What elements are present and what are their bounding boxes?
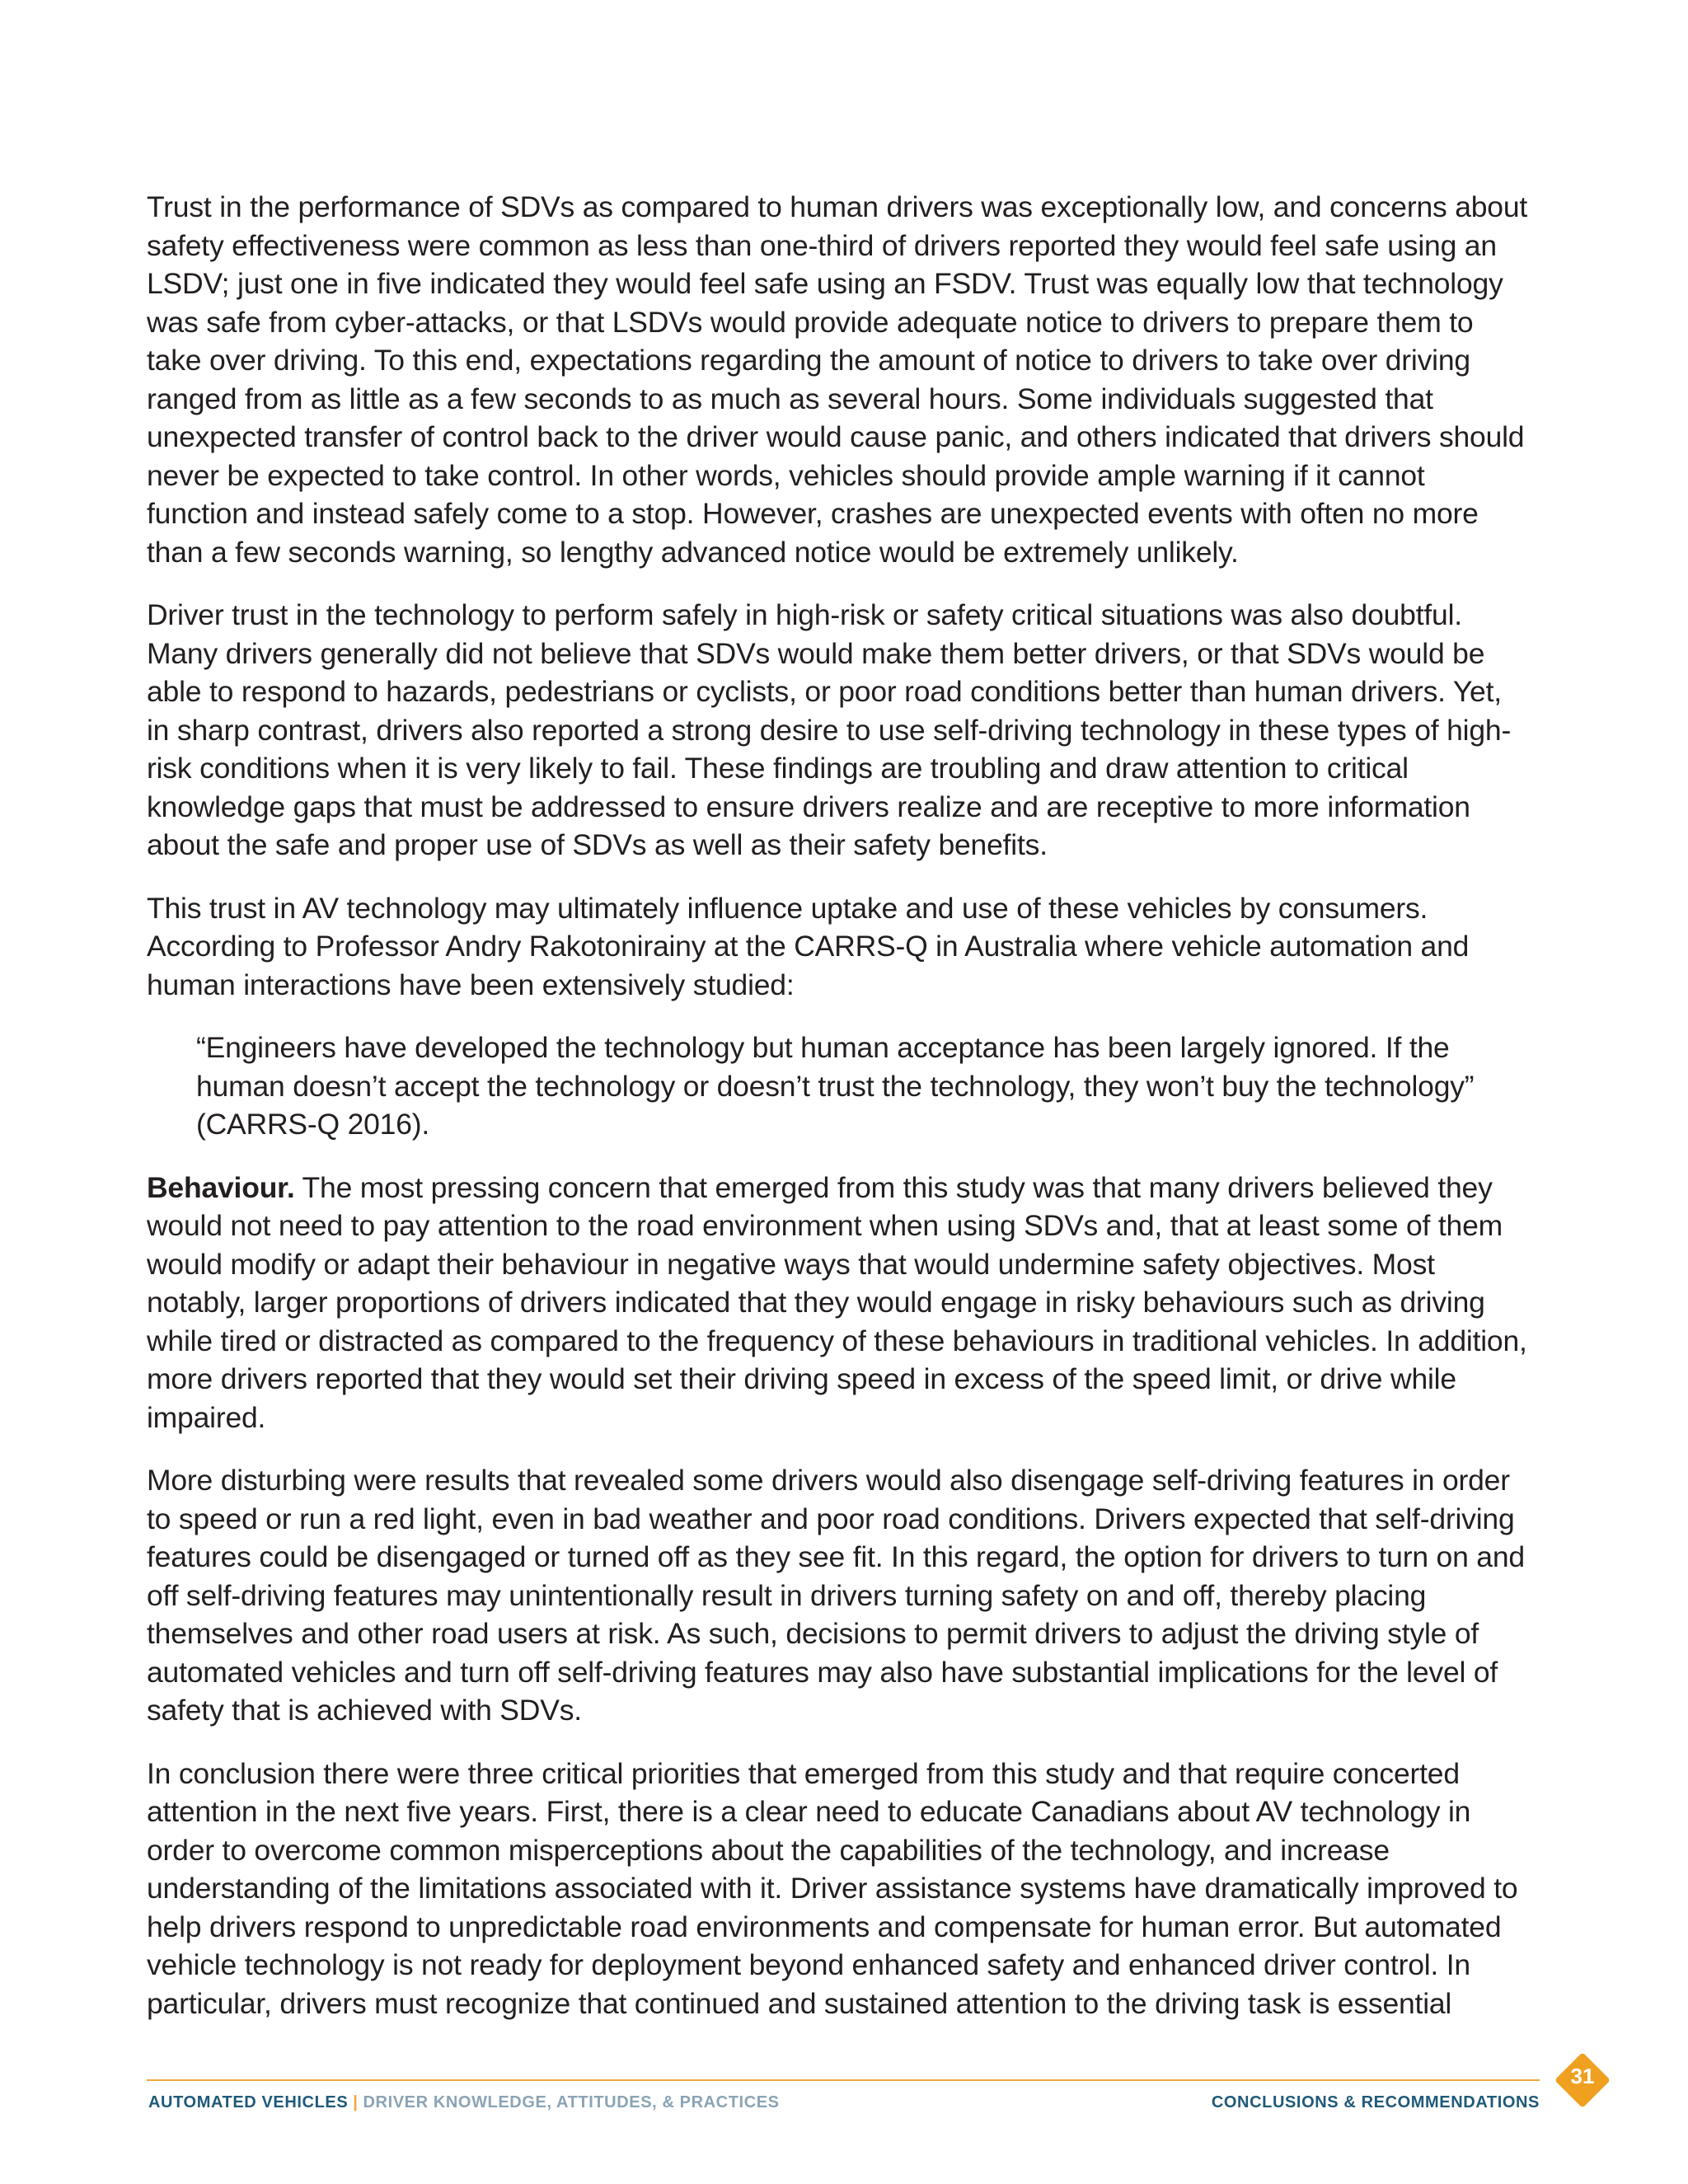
- footer-subtitle: DRIVER KNOWLEDGE, ATTITUDES, & PRACTICES: [363, 2093, 780, 2111]
- page-body: [147, 188, 1531, 2047]
- page-number: 31: [1570, 2064, 1595, 2088]
- footer-title: AUTOMATED VEHICLES: [148, 2093, 349, 2111]
- behaviour-text: The most pressing concern that emerged from this study was that many drivers believed they would not need to pay attention to the road environment when using SDVs and, that at least some of them would modify or adapt their behaviour in negative ways that would undermine safety objectives. Most notably, larger proportions of drivers indicated that they would engage in risky behaviours such as driving while tired or distracted as compared to the frequency of these behaviours in traditional vehicles. In addition, more drivers reported that they would set their driving speed in excess of the speed limit, or drive while impaired.: [147, 1170, 1527, 1434]
- footer-running-title: [148, 2093, 780, 2112]
- paragraph-disengage: More disturbing were results that revealed some drivers would also disengage self-driving features in order to speed or run a red light, even in bad weather and poor road conditions. Drivers expected that self-driving features could be disengaged or turned off as they see fit. In this regard, the option for drivers to turn on and off self-driving features may unintentionally result in drivers turning safety on and off, thereby placing themselves and other road users at risk. As such, decisions to permit drivers to adjust the driving style of automated vehicles and turn off self-driving features may also have substantial implications for the level of safety that is achieved with SDVs.: [147, 1464, 1525, 1727]
- paragraph-conclusion: In conclusion there were three critical priorities that emerged from this study and that require concerted attention in the next five years. First, there is a clear need to educate Canadians about AV technology in order to overcome common misperceptions about the capabilities of the technology, and increase understanding of the limitations associated with it. Driver assistance systems have dramatically improved to help drivers respond to unpredictable road environments and compensate for human error. But automated vehicle technology is not ready for deployment beyond enhanced safety and enhanced driver control. In particular, drivers must recognize that continued and sustained attention to the driving task is essential: [147, 1756, 1518, 2020]
- block-quote: “Engineers have developed the technology but human acceptance has been largely ignored. If the human doesn’t accept the technology or doesn’t trust the technology, they won’t buy the technology” (CARRS-Q 2016).: [196, 1031, 1475, 1141]
- paragraph-trust-uptake: This trust in AV technology may ultimately influence uptake and use of these vehicles by consumers. According to Professor Andry Rakotonirainy at the CARRS-Q in Australia where vehicle automation and human interactions have been extensively studied:: [147, 891, 1470, 1001]
- paragraph-trust-high-risk: Driver trust in the technology to perform safely in high-risk or safety critical situations was also doubtful. Many drivers generally did not believe that SDVs would make them better drivers, or that SDVs would be able to respond to hazards, pedestrians or cyclists, or poor road conditions better than human drivers. Yet, in sharp contrast, drivers also reported a strong desire to use self-driving technology in these types of high-risk conditions when it is very likely to fail. These findings are troubling and draw attention to critical knowledge gaps that must be addressed to ensure drivers realize and are receptive to more information about the safe and proper use of SDVs as well as their safety benefits.: [147, 598, 1512, 861]
- paragraph-behaviour: [147, 1169, 1531, 1437]
- footer-divider: [147, 2079, 1540, 2081]
- behaviour-heading: Behaviour.: [147, 1170, 295, 1204]
- paragraph-trust-performance: Trust in the performance of SDVs as compared to human drivers was exceptionally low, and concerns about safety effectiveness were common as less than one-third of drivers reported they would feel safe using an LSDV; just one in five indicated they would feel safe using an FSDV. Trust was equally low that technology was safe from cyber-attacks, or that LSDVs would provide adequate notice to drivers to prepare them to take over driving. To this end, expectations regarding the amount of notice to drivers to take over driving ranged from as little as a few seconds to as much as several hours. Some individuals suggested that unexpected transfer of control back to the driver would cause panic, and others indicated that drivers should never be expected to take control. In other words, vehicles should provide ample warning if it cannot function and instead safely come to a stop. However, crashes are unexpected events with often no more than a few seconds warning, so lengthy advanced notice would be extremely unlikely.: [147, 190, 1528, 569]
- footer-separator: |: [353, 2093, 359, 2111]
- page-number-badge: [1554, 2052, 1611, 2108]
- footer-section-title: CONCLUSIONS & RECOMMENDATIONS: [1211, 2093, 1540, 2111]
